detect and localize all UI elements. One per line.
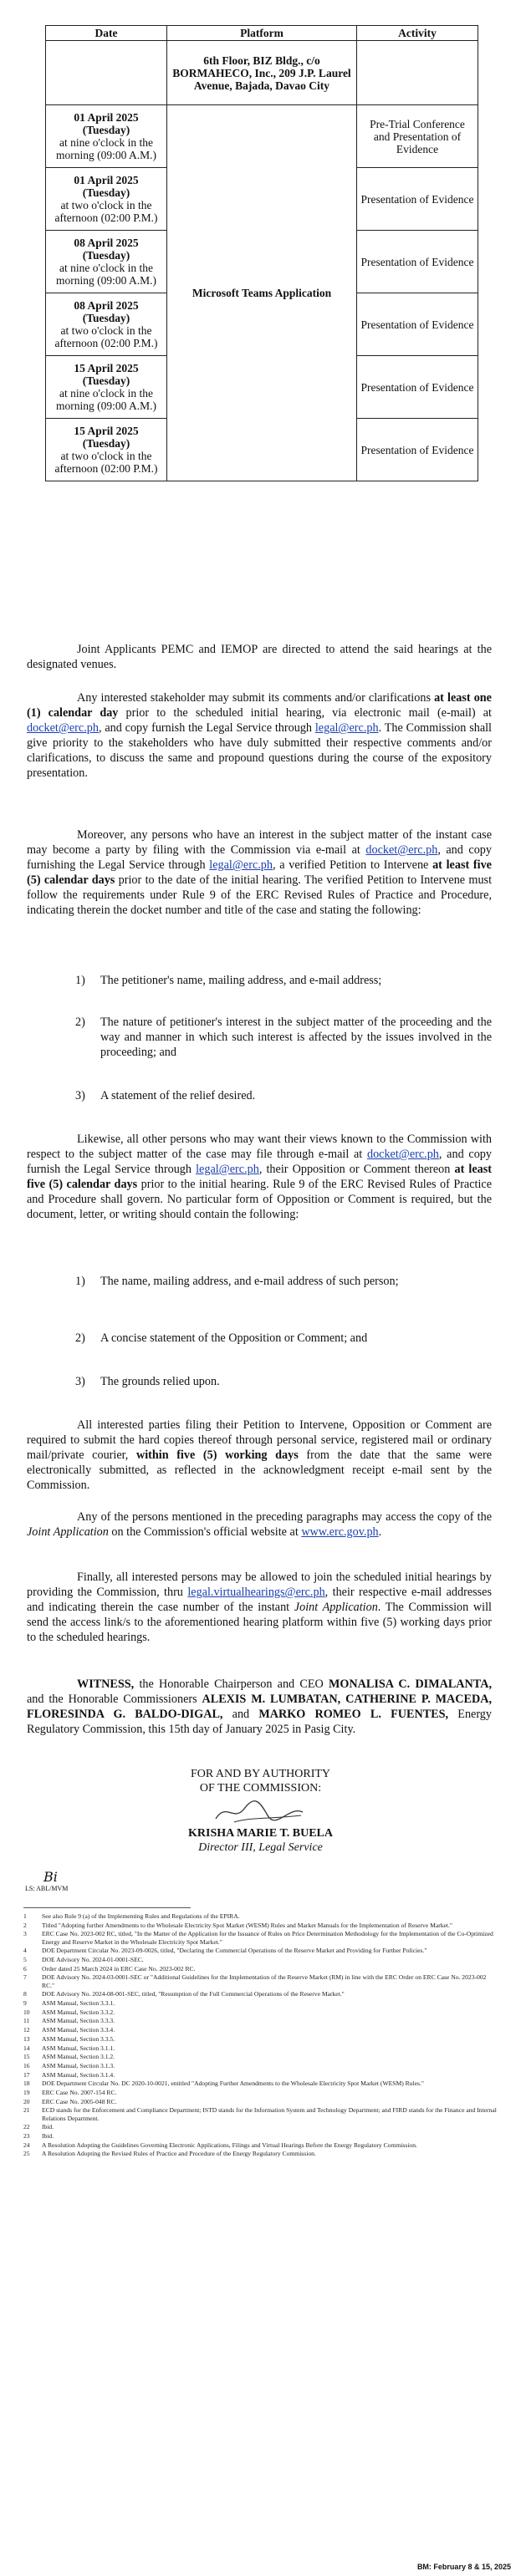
footnote-text: DOE Department Circular No. 2023-09-0026, titled, "Declaring the Commercial Operations of the Reserve Market and Providing for Further Policies." — [42, 1947, 427, 1955]
header-activity: Activity — [357, 26, 478, 41]
para-witness: WITNESS, the Honorable Chairperson and CEO MONALISA C. DIMALANTA, and the Honorable Commissioners ALEXIS M. LUMBATAN, CATHERINE P. MACEDA, FLORESINDA G. BALDO-DIGAL, and MARKO ROMEO L. FUENTES, Energy Regulatory Commission, this 15th day of January 2025 in Pasig City. — [27, 1677, 492, 1736]
legal-email-link[interactable]: legal@erc.ph — [314, 721, 379, 735]
footnote-number: 16 — [23, 2061, 30, 2069]
footnote-text: See also Rule 9 (a) of the Implementing Rules and Regulations of the EPIRA. — [42, 1912, 240, 1920]
para-virtual-hearing: Finally, all interested persons may be allowed to join the scheduled initial hearings by providing the Commission, thru legal.virtualhearings@erc.ph, their respective e-mail addresses and indicating therein the case number of the instant Joint Application. The Commission will send the access link/s to the aforementioned hearing platform within five (5) working days prior to the scheduled hearings. — [27, 1571, 492, 1644]
row-time: at nine o'clock in the morning (09:00 A.M.) — [56, 262, 156, 287]
row-activity: Pre-Trial Conference and Presentation of Evidence — [357, 105, 478, 168]
footnote-text: ASM Manual, Section 3.3.4. — [42, 2026, 115, 2034]
footnote-text: ASM Manual, Section 3.1.4. — [42, 2070, 115, 2079]
row-date: 01 April 2025 (Tuesday) — [74, 174, 139, 199]
footnote-item — [23, 2008, 500, 2016]
footnote-item — [23, 1930, 500, 1945]
virtual-hearings-email-link[interactable]: legal.virtualhearings@erc.ph — [187, 1586, 325, 1599]
row-date: 08 April 2025 (Tuesday) — [74, 299, 139, 324]
table-header-row — [46, 26, 478, 41]
footnote-number: 25 — [23, 2150, 30, 2158]
footnote-text: Ibid. — [42, 2123, 54, 2131]
footnote-text: A Resolution Adopting the Revised Rules of Practice and Procedure of the Energy Regulatory Commission. — [42, 2150, 316, 2158]
docket-email-link[interactable]: docket@erc.ph — [365, 843, 438, 857]
footnote-number: 13 — [23, 2034, 30, 2043]
footnote-item — [23, 1947, 500, 1954]
footnote-item — [23, 1973, 500, 1988]
footnote-number: 11 — [23, 2017, 30, 2025]
footnote-divider — [23, 1907, 191, 1908]
footnote-text: ASM Manual, Section 3.3.5. — [42, 2034, 115, 2043]
para-opposition: Likewise, all other persons who may want their views known to the Commission with respect to the subject matter of the case may file through e-mail at docket@erc.ph, and copy furnish the Legal Service through legal@erc.ph, their Opposition or Comment thereon at least five (5) calendar days prior to the initial hearing. Rule 9 of the ERC Revised Rules of Practice and Procedure shall govern. No particular form of Opposition or Comment is required, but the document, letter, or writing should contain the following: — [27, 1133, 493, 1221]
docket-email-link[interactable]: docket@erc.ph — [366, 1148, 439, 1161]
platform-cell: Microsoft Teams Application — [167, 105, 357, 481]
footnote-number: 5 — [23, 1956, 27, 1964]
footnote-number: 22 — [23, 2123, 30, 2131]
row-time: at two o'clock in the afternoon (02:00 P.M.) — [54, 324, 158, 349]
initials-mark: Bi — [43, 1869, 58, 1885]
footnote-item — [23, 2035, 500, 2043]
footnote-text: Order dated 25 March 2024 in ERC Case No. 2023-002 RC. — [42, 1964, 196, 1973]
hearing-schedule-table — [45, 25, 478, 481]
footnote-item — [23, 1965, 500, 1973]
venue-row — [46, 41, 478, 105]
footnote-text: DOE Advisory No. 2024-01-0001-SEC. — [42, 1956, 144, 1964]
footnote-number: 23 — [23, 2132, 30, 2141]
footnote-text: DOE Department Circular No. DC 2020-10-0021, entitled "Adopting Further Amendments to the Wholesale Electricity Spot Market (WESM) Rules." — [42, 2080, 424, 2088]
row-time: at two o'clock in the afternoon (02:00 P.M.) — [54, 199, 158, 224]
authority-line: FOR AND BY AUTHORITY OF THE COMMISSION: — [190, 1768, 331, 1795]
row-date: 01 April 2025 (Tuesday) — [74, 111, 139, 136]
para-comments: Any interested stakeholder may submit its comments and/or clarifications at least one (1) calendar day prior to the scheduled initial hearing, via electronic mail (e-mail) at docket@erc.ph, and copy furnish the Legal Service through legal@erc.ph. The Commission shall give priority to the stakeholders who have duly submitted their respective comments and/or clarifications, to discuss the same and propound questions during the course of the expository presentation. — [27, 691, 492, 780]
footnote-number: 24 — [23, 2141, 30, 2149]
row-activity: Presentation of Evidence — [357, 168, 478, 231]
legal-email-link[interactable]: legal@erc.ph — [196, 1163, 259, 1176]
footnote-number: 15 — [23, 2053, 30, 2061]
footnote-number: 9 — [23, 1999, 27, 2008]
list-item: 3) The grounds relied upon. — [75, 1375, 220, 1388]
row-time: at two o'clock in the afternoon (02:00 P.M.) — [54, 450, 158, 475]
footnote-number: 12 — [23, 2026, 30, 2034]
table-row — [46, 105, 478, 168]
footnote-number: 20 — [23, 2097, 30, 2105]
legal-email-link[interactable]: legal@erc.ph — [209, 858, 273, 872]
footnote-text: DOE Advisory No. 2024-03-0001-SEC or "Additional Guidelines for the Implementation of the Reserve Market (RM) in line with the ERC Order on ERC Case No. 2023-002 RC." — [42, 1973, 487, 1989]
footnote-number: 1 — [23, 1912, 27, 1920]
footnote-text: ASM Manual, Section 3.1.2. — [42, 2053, 115, 2061]
bm-footer: BM: February 8 & 15, 2025 — [416, 2563, 511, 2571]
footnote-number: 17 — [23, 2070, 30, 2079]
footnote-item — [23, 2080, 500, 2087]
docket-email-link[interactable]: docket@erc.ph — [27, 721, 99, 735]
footnote-text: ASM Manual, Section 3.3.2. — [42, 2008, 115, 2016]
footnote-text: Ibid. — [42, 2132, 54, 2141]
footnote-text: ASM Manual, Section 3.1.1. — [42, 2044, 115, 2052]
footnote-text: A Resolution Adopting the Guidelines Governing Electronic Applications, Filings and Virtual Hearings Before the Energy Regulatory Commission. — [42, 2141, 417, 2149]
footnote-number: 21 — [23, 2106, 30, 2115]
footnote-item — [23, 2106, 500, 2121]
footnote-number: 2 — [23, 1921, 27, 1929]
para-hardcopies: All interested parties filing their Petition to Intervene, Opposition or Comment are required to submit the hard copies thereof through personal service, registered mail or ordinary mail/private courier, within five (5) working days from the date that the same were electronically submitted, as reflected in the acknowledgment receipt e-mail sent by the Commission. — [27, 1418, 492, 1492]
initials-block — [25, 1869, 68, 1892]
footnote-text: DOE Advisory No. 2024-08-001-SEC, titled, "Resumption of the Full Commercial Operations of the Reserve Market." — [42, 1990, 345, 1998]
footnote-number: 19 — [23, 2089, 30, 2097]
row-activity: Presentation of Evidence — [357, 356, 478, 419]
footnote-text: ECD stands for the Enforcement and Compliance Department; ISTD stands for the Information System and Technology Department; and FIRD stands for the Finance and Internal Relations Department. — [42, 2106, 497, 2122]
list-item: 2) The nature of petitioner's interest in the subject matter of the proceeding and the way and manner in which such interest is affected by the issues involved in the proceeding; and — [75, 1016, 492, 1059]
footnote-item — [23, 2062, 500, 2069]
para-intervene: Moreover, any persons who have an interest in the subject matter of the instant case may become a party by filing with the Commission via e-mail at docket@erc.ph, and copy furnishing the Legal Service through legal@erc.ph, a verified Petition to Intervene at least five (5) calendar days prior to the date of the initial hearing. The verified Petition to Intervene must follow the requirements under Rule 9 of the ERC Revised Rules of Practice and Procedure, indicating therein the docket number and title of the case and stating the following: — [27, 828, 493, 917]
row-date: 08 April 2025 (Tuesday) — [74, 237, 139, 262]
row-time: at nine o'clock in the morning (09:00 A.M.) — [56, 387, 156, 412]
footnote-item — [23, 2071, 500, 2079]
footnote-item — [23, 1922, 500, 1929]
footnote-text: ASM Manual, Section 3.1.3. — [42, 2061, 115, 2069]
footnote-number: 4 — [23, 1947, 27, 1955]
footnote-item — [23, 2089, 500, 2096]
footnote-item — [23, 1912, 500, 1920]
footnote-text: ERC Case No. 2023-002 RC, titled, "In the Matter of the Application for the Issuance of Rules on Price Determination Methodology for the Implementation of the Co-Optimized Energy and Reserve Market in the Wholesale Electricity Spot Market." — [42, 1930, 493, 1946]
erc-website-link[interactable]: www.erc.gov.ph — [301, 1525, 379, 1539]
footnote-item — [23, 1990, 500, 1998]
footnote-number: 6 — [23, 1964, 27, 1973]
footnote-number: 7 — [23, 1973, 27, 1982]
footnote-number: 14 — [23, 2044, 30, 2052]
signature-scribble — [209, 1797, 309, 1827]
footnote-item — [23, 2026, 500, 2034]
footnote-item — [23, 2017, 500, 2024]
row-activity: Presentation of Evidence — [357, 419, 478, 481]
footnote-item — [23, 2044, 500, 2052]
header-platform: Platform — [167, 26, 357, 41]
footnote-text: Titled "Adopting further Amendments to the Wholesale Electricity Spot Market (WESM) Rules and Market Manuals for the Implementation of Reserve Market." — [42, 1921, 453, 1929]
list-item: 3) A statement of the relief desired. — [75, 1089, 256, 1102]
row-time: at nine o'clock in the morning (09:00 A.M.) — [56, 136, 156, 161]
row-date: 15 April 2025 (Tuesday) — [74, 425, 139, 450]
para-access: Any of the persons mentioned in the preceding paragraphs may access the copy of the Joint Application on the Commission's official website at www.erc.gov.ph. — [27, 1510, 492, 1539]
footnote-item — [23, 2123, 500, 2131]
footnote-item — [23, 1956, 500, 1963]
footnote-text: ASM Manual, Section 3.3.3. — [42, 2017, 115, 2025]
venue-address: 6th Floor, BIZ Bldg., c/o BORMAHECO, Inc., 209 J.P. Laurel Avenue, Bajada, Davao City — [167, 41, 357, 105]
footnote-number: 8 — [23, 1990, 27, 1998]
footnote-item — [23, 2150, 500, 2157]
list-item: 1) The petitioner's name, mailing address, and e-mail address; — [75, 974, 382, 987]
footnote-item — [23, 2098, 500, 2105]
footnote-text: ERC Case No. 2007-154 RC. — [42, 2089, 117, 2097]
footnote-number: 10 — [23, 2008, 30, 2016]
signatory-name: KRISHA MARIE T. BUELA — [188, 1827, 333, 1840]
footnote-item — [23, 1999, 500, 2007]
footnote-item — [23, 2132, 500, 2140]
footnote-number: 18 — [23, 2080, 30, 2088]
list-item: 1) The name, mailing address, and e-mail address of such person; — [75, 1275, 399, 1288]
row-date: 15 April 2025 (Tuesday) — [74, 362, 139, 387]
initials-line: LS: ABL/MVM — [25, 1885, 69, 1892]
footnote-number: 3 — [23, 1930, 27, 1938]
list-item: 2) A concise statement of the Opposition or Comment; and — [75, 1331, 368, 1345]
signatory-title: Director III, Legal Service — [198, 1841, 323, 1854]
footnote-text: ERC Case No. 2005-048 RC. — [42, 2097, 117, 2105]
footnote-item — [23, 2141, 500, 2149]
footnote-text: ASM Manual, Section 3.3.1. — [42, 1999, 115, 2008]
row-activity: Presentation of Evidence — [357, 293, 478, 356]
footnotes — [23, 1912, 500, 2159]
para-attendance: Joint Applicants PEMC and IEMOP are directed to attend the said hearings at the designated venues. — [27, 643, 492, 671]
row-activity: Presentation of Evidence — [357, 231, 478, 293]
header-date: Date — [46, 26, 167, 41]
footnote-item — [23, 2053, 500, 2060]
